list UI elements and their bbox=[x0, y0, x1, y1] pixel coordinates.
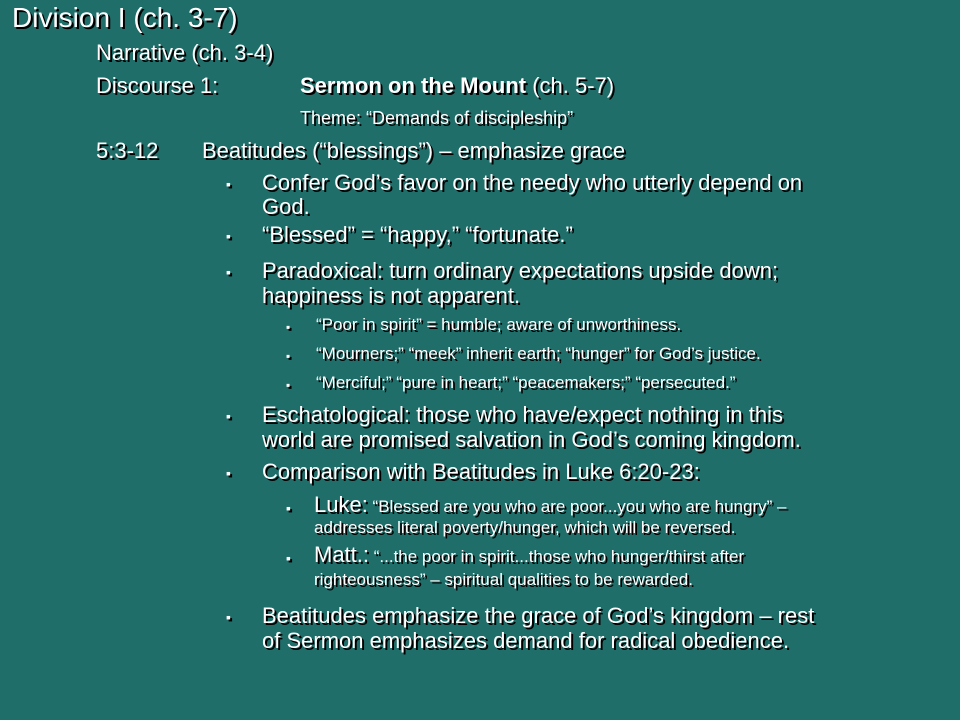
matt-rest: “...the poor in spirit...those who hunger/thirst after bbox=[369, 547, 745, 566]
bullet-icon: ▪ bbox=[226, 465, 231, 481]
bullet-icon: ▪ bbox=[286, 550, 291, 566]
point-5-line-1: Comparison with Beatitudes in Luke 6:20-23: bbox=[262, 459, 700, 484]
point-5-sub-a-line-2: addresses literal poverty/hunger, which will be reversed. bbox=[314, 518, 736, 537]
point-3-sub-c: “Merciful;” “pure in heart;” “peacemakers;” “persecuted.” bbox=[316, 373, 736, 392]
bullet-icon: ▪ bbox=[286, 500, 291, 516]
point-4-line-2: world are promised salvation in God’s coming kingdom. bbox=[262, 427, 801, 452]
point-3-sub-a: “Poor in spirit” = humble; aware of unworthiness. bbox=[316, 315, 682, 334]
bullet-icon: ▪ bbox=[226, 408, 231, 424]
point-1-line-2: God. bbox=[262, 194, 310, 219]
theme-line: Theme: “Demands of discipleship” bbox=[300, 108, 574, 128]
discourse-bold: Sermon on the Mount bbox=[300, 73, 527, 98]
luke-rest: “Blessed are you who are poor...you who are hungry” – bbox=[367, 497, 787, 516]
slide-title: Division I (ch. 3-7) bbox=[12, 2, 238, 33]
bullet-icon: ▪ bbox=[226, 264, 231, 280]
reference: 5:3-12 bbox=[96, 138, 159, 163]
point-3-line-2: happiness is not apparent. bbox=[262, 283, 521, 308]
point-3-sub-b: “Mourners;” “meek” inherit earth; “hunger” for God’s justice. bbox=[316, 344, 761, 363]
point-5-sub-b-line-2: righteousness” – spiritual qualities to be rewarded. bbox=[314, 570, 693, 589]
narrative-line: Narrative (ch. 3-4) bbox=[96, 40, 274, 65]
discourse-label: Discourse 1: bbox=[96, 73, 219, 98]
bullet-icon: ▪ bbox=[226, 176, 231, 192]
discourse-rest: (ch. 5-7) bbox=[526, 73, 615, 98]
bullet-icon: ▪ bbox=[226, 228, 231, 244]
point-2-line-1: “Blessed” = “happy,” “fortunate.” bbox=[262, 222, 573, 247]
point-6-line-2: of Sermon emphasizes demand for radical obedience. bbox=[262, 628, 790, 653]
point-3-line-1: Paradoxical: turn ordinary expectations upside down; bbox=[262, 258, 779, 283]
reference-heading: Beatitudes (“blessings”) – emphasize grace bbox=[202, 138, 626, 163]
luke-lead: Luke: bbox=[314, 492, 368, 517]
discourse-title bbox=[300, 73, 614, 99]
point-6-line-1: Beatitudes emphasize the grace of God’s kingdom – rest bbox=[262, 603, 815, 628]
bullet-icon: ▪ bbox=[286, 349, 291, 363]
bullet-icon: ▪ bbox=[226, 609, 231, 625]
point-5-sub-b-line-1 bbox=[314, 542, 744, 568]
point-1-line-1: Confer God’s favor on the needy who utterly depend on bbox=[262, 170, 803, 195]
matt-lead: Matt.: bbox=[314, 542, 370, 567]
point-4-line-1: Eschatological: those who have/expect nothing in this bbox=[262, 402, 783, 427]
bullet-icon: ▪ bbox=[286, 378, 291, 392]
bullet-icon: ▪ bbox=[286, 320, 291, 334]
point-5-sub-a-line-1 bbox=[314, 492, 786, 518]
